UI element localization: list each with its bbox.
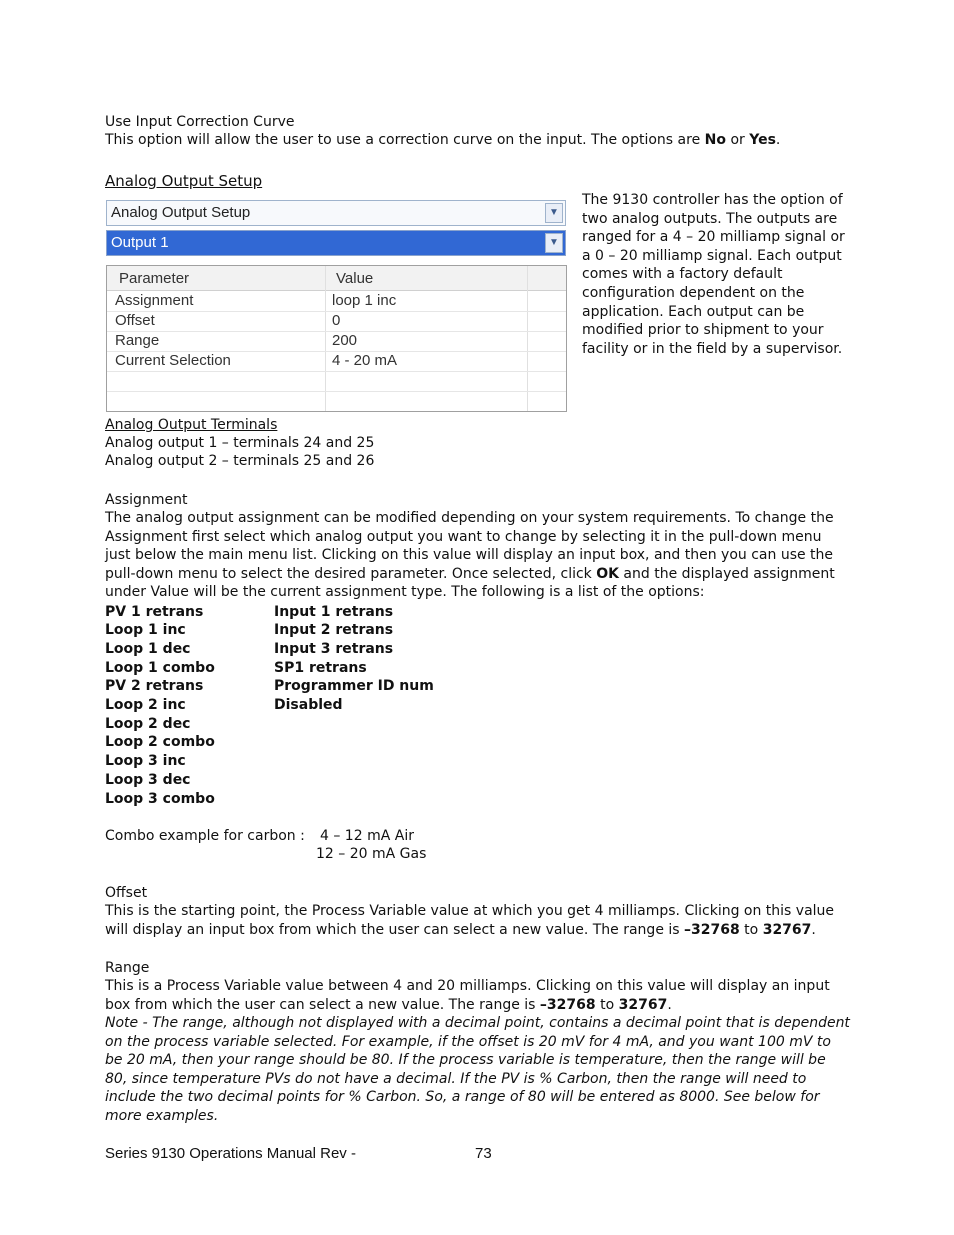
option-item: Loop 2 dec	[105, 716, 191, 732]
option-item: PV 1 retrans	[105, 604, 204, 620]
option-item: Loop 2 combo	[105, 734, 215, 750]
offset-to: to	[739, 921, 763, 938]
assignment-text	[105, 509, 850, 602]
combo-line-2: 12 – 20 mA Gas	[316, 846, 427, 862]
option-item: Loop 3 dec	[105, 772, 191, 788]
option-item: Disabled	[274, 697, 343, 713]
assignment-heading: Assignment	[105, 492, 188, 508]
assignment-text-post: and the displayed assignment under Value will be the current assignment type. The following is a list of the options:	[105, 565, 835, 601]
column-header-parameter: Parameter	[119, 270, 190, 287]
terminals-line-1: Analog output 1 – terminals 24 and 25	[105, 435, 375, 451]
correction-text	[105, 131, 780, 150]
footer-title: Series 9130 Operations Manual Rev -	[105, 1145, 356, 1162]
table-row[interactable]	[107, 331, 566, 352]
option-item: Input 1 retrans	[274, 604, 394, 620]
row-value[interactable]: 0	[332, 312, 341, 329]
option-item: Loop 1 dec	[105, 641, 191, 657]
row-value[interactable]: 4 - 20 mA	[332, 352, 398, 369]
option-item: Loop 3 combo	[105, 791, 215, 807]
column-header-value: Value	[336, 270, 374, 287]
offset-heading: Offset	[105, 885, 148, 901]
row-param: Current Selection	[115, 352, 231, 369]
ok-keyword: OK	[596, 565, 619, 582]
analog-setup-dropdown[interactable]	[106, 200, 566, 226]
row-param: Assignment	[115, 292, 194, 309]
range-text-pre: This is a Process Variable value between 4 and 20 milliamps. Clicking on this value will display an input box from which the user can select a new value. The range is	[105, 978, 830, 1013]
analog-setup-dropdown-value: Analog Output Setup	[111, 204, 251, 221]
table-row[interactable]	[107, 311, 566, 332]
output-select-dropdown[interactable]	[106, 230, 566, 256]
correction-text-pre: This option will allow the user to use a correction curve on the input. The options are	[105, 132, 705, 148]
option-item: Loop 1 combo	[105, 660, 215, 676]
combo-label: Combo example for carbon :	[105, 828, 305, 844]
option-item: PV 2 retrans	[105, 678, 204, 694]
offset-min: –32768	[684, 921, 740, 938]
page-number: 73	[475, 1145, 492, 1162]
correction-heading: Use Input Correction Curve	[105, 114, 295, 130]
offset-text-pre: This is the starting point, the Process Variable value at which you get 4 milliamps. Clicking on this value will display an input box from which the user can select a new value. The range is	[105, 903, 835, 938]
table-row-empty	[107, 391, 566, 411]
range-text-post: .	[667, 996, 672, 1013]
option-item: Programmer ID num	[274, 678, 434, 694]
option-item: Input 3 retrans	[274, 641, 394, 657]
option-item: Loop 1 inc	[105, 622, 186, 638]
table-header	[107, 266, 566, 291]
chevron-down-icon[interactable]: ▼	[545, 203, 563, 223]
table-row[interactable]	[107, 351, 566, 372]
range-note: Note - The range, although not displayed with a decimal point, contains a decimal point that is dependent on the process variable selected. For example, if the offset is 20 mV for 4 mA, and you want 100 mV to be 20 mA, then your range should be 80. If the process variable is temperature, then the range will be 80, since temperature PVs do not have a decimal. If the PV is % Carbon, then the range will need to include the two decimal points for % Carbon. So, a range of 80 will be entered as 8000. See below for more examples.	[105, 1015, 850, 1124]
correction-option-no: No	[704, 132, 726, 148]
terminals-line-2: Analog output 2 – terminals 25 and 26	[105, 453, 375, 469]
correction-option-yes: Yes	[749, 132, 776, 148]
parameter-table	[106, 265, 567, 412]
analog-setup-description: The 9130 controller has the option of two analog outputs. The outputs are ranged for a 4 – 20 milliamp signal or a 0 – 20 milliamp signal. Each output comes with a factory default configuration dependent on the application. Each output can be modified prior to shipment to your facility or in the field by a supervisor.	[582, 192, 845, 357]
analog-setup-heading: Analog Output Setup	[105, 172, 263, 190]
row-param: Range	[115, 332, 160, 349]
option-item: Loop 3 inc	[105, 753, 186, 769]
range-to: to	[595, 996, 619, 1013]
option-item: Loop 2 inc	[105, 697, 186, 713]
terminals-heading: Analog Output Terminals	[105, 417, 278, 433]
output-select-value: Output 1	[111, 234, 169, 251]
table-row[interactable]	[107, 291, 566, 312]
row-value[interactable]: loop 1 inc	[332, 292, 397, 309]
chevron-down-icon[interactable]: ▼	[545, 233, 563, 253]
offset-text	[105, 902, 850, 939]
row-param: Offset	[115, 312, 155, 329]
range-text	[105, 977, 850, 1014]
range-max: 32767	[618, 996, 668, 1013]
option-item: Input 2 retrans	[274, 622, 394, 638]
option-item: SP1 retrans	[274, 660, 367, 676]
combo-line-1: 4 – 12 mA Air	[320, 828, 414, 844]
range-heading: Range	[105, 960, 150, 976]
correction-text-post: .	[775, 132, 781, 148]
correction-text-mid: or	[726, 132, 750, 148]
assignment-text-pre: The analog output assignment can be modified depending on your system requirements. To change the Assignment first select which analog output you want to change by selecting it in the pull-down menu just below the main menu list. Clicking on this value will display an input box, and then you can use the pull-down menu to select the desired parameter. Once selected, click	[105, 510, 834, 582]
offset-text-post: .	[811, 921, 816, 938]
table-row-empty	[107, 371, 566, 392]
offset-max: 32767	[762, 921, 812, 938]
row-value[interactable]: 200	[332, 332, 358, 349]
range-min: –32768	[539, 996, 596, 1013]
